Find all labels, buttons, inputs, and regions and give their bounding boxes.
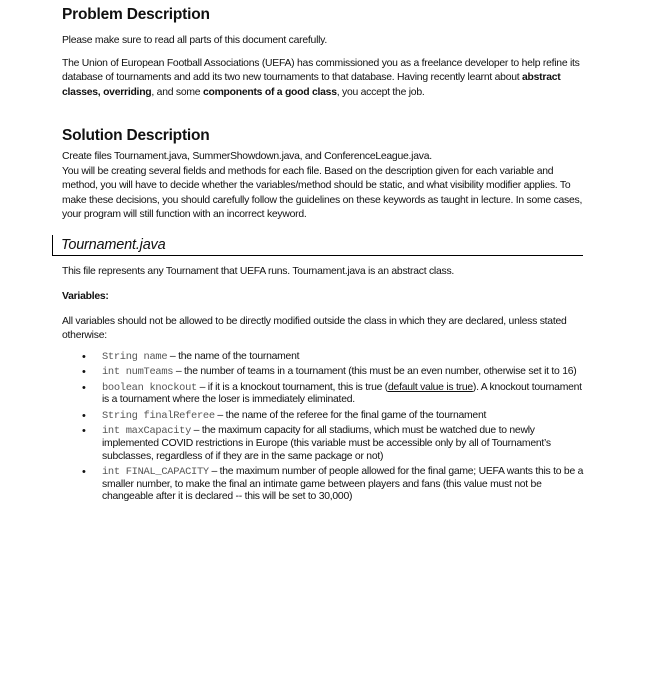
var-desc: ). A knockout tournament is a tournament where the loser is immediately eliminated. [102, 381, 582, 406]
bullet-icon: • [82, 366, 86, 379]
var-code: int maxCapacity [102, 425, 192, 438]
list-item [62, 410, 586, 423]
var-desc: – the maximum capacity for all stadiums, which must be watched due to newly implemented COVID restrictions in Europe (this variable must be accessible only by all of [102, 425, 535, 450]
var-desc-underlined: default value is true [388, 381, 473, 393]
var-desc: – the name of the tournament [167, 350, 300, 362]
var-code: int numTeams [102, 366, 174, 379]
list-item [62, 466, 586, 504]
solution-paragraph-2: You will be creating several fields and methods for each file. Based on the description given for each variable and method, you will have to decide whether the variables/method should be static, and what visibility modifier applies. To make these decisions, you should carefully follow the guidelines on these keywords as taught in lecture. In some cases, your program will still function with an incorrect keyword. [62, 165, 583, 220]
var-desc: ’s subclasses, regardless of if they are in the same package or not) [102, 438, 551, 462]
bullet-icon: • [82, 425, 86, 438]
document-page [62, 6, 586, 507]
list-item [62, 366, 586, 379]
bullet-icon: • [82, 350, 86, 363]
var-desc: – if it is a knockout tournament, this is true ( [196, 381, 389, 393]
problem-text-c: , and some [151, 86, 203, 98]
solution-heading: Solution Description [62, 127, 210, 144]
var-desc-code: Tournament [491, 438, 545, 450]
list-item [62, 351, 586, 364]
tournament-class-heading [52, 235, 583, 256]
var-desc: – the name of the referee for the final game of the tournament [214, 409, 487, 421]
solution-paragraph-1: Create files Tournament.java, SummerShowdown.java, and ConferenceLeague.java. [62, 151, 432, 162]
var-code: String name [102, 350, 168, 363]
var-code: int FINAL_CAPACITY [102, 466, 209, 479]
var-code: String finalReferee [102, 409, 215, 422]
problem-heading: Problem Description [62, 6, 210, 23]
problem-bold-d: components of a good class [202, 86, 337, 98]
variables-list [62, 351, 586, 505]
variables-label: Variables: [62, 291, 109, 302]
bullet-icon: • [82, 466, 86, 479]
bullet-icon: • [82, 381, 86, 394]
variables-intro: All variables should not be allowed to be directly modified outside the class in which they are declared, unless stated otherwise: [62, 315, 567, 341]
list-item [62, 382, 586, 407]
problem-paragraph-1: Please make sure to read all parts of this document carefully. [62, 35, 327, 46]
problem-paragraph-2 [62, 57, 586, 101]
var-desc: – the number of teams in a tournament (this must be an even number, otherwise set it to 16) [173, 366, 577, 378]
problem-text-a: The Union of European Football Associations (UEFA) has commissioned you as a freelance developer to help refine its database of tournaments and add its two new tournaments to that database. Having recently learnt about [62, 57, 580, 83]
list-item [62, 425, 586, 463]
var-desc: – the maximum number of people allowed for the final game; UEFA wants this to be a smaller number, to make the final an intimate game between players and fans (this value must not be changeable after it is declared -- this will be set to 30,000) [102, 466, 584, 503]
tournament-intro: This file represents any Tournament that UEFA runs. Tournament.java is an abstract class. [62, 265, 455, 277]
problem-bold-a: abstract classes, overriding [62, 72, 561, 98]
problem-text-e: , you accept the job. [336, 86, 425, 98]
bullet-icon: • [82, 409, 86, 422]
tournament-class-title: Tournament.java [61, 236, 166, 253]
var-code: boolean knockout [102, 381, 197, 394]
